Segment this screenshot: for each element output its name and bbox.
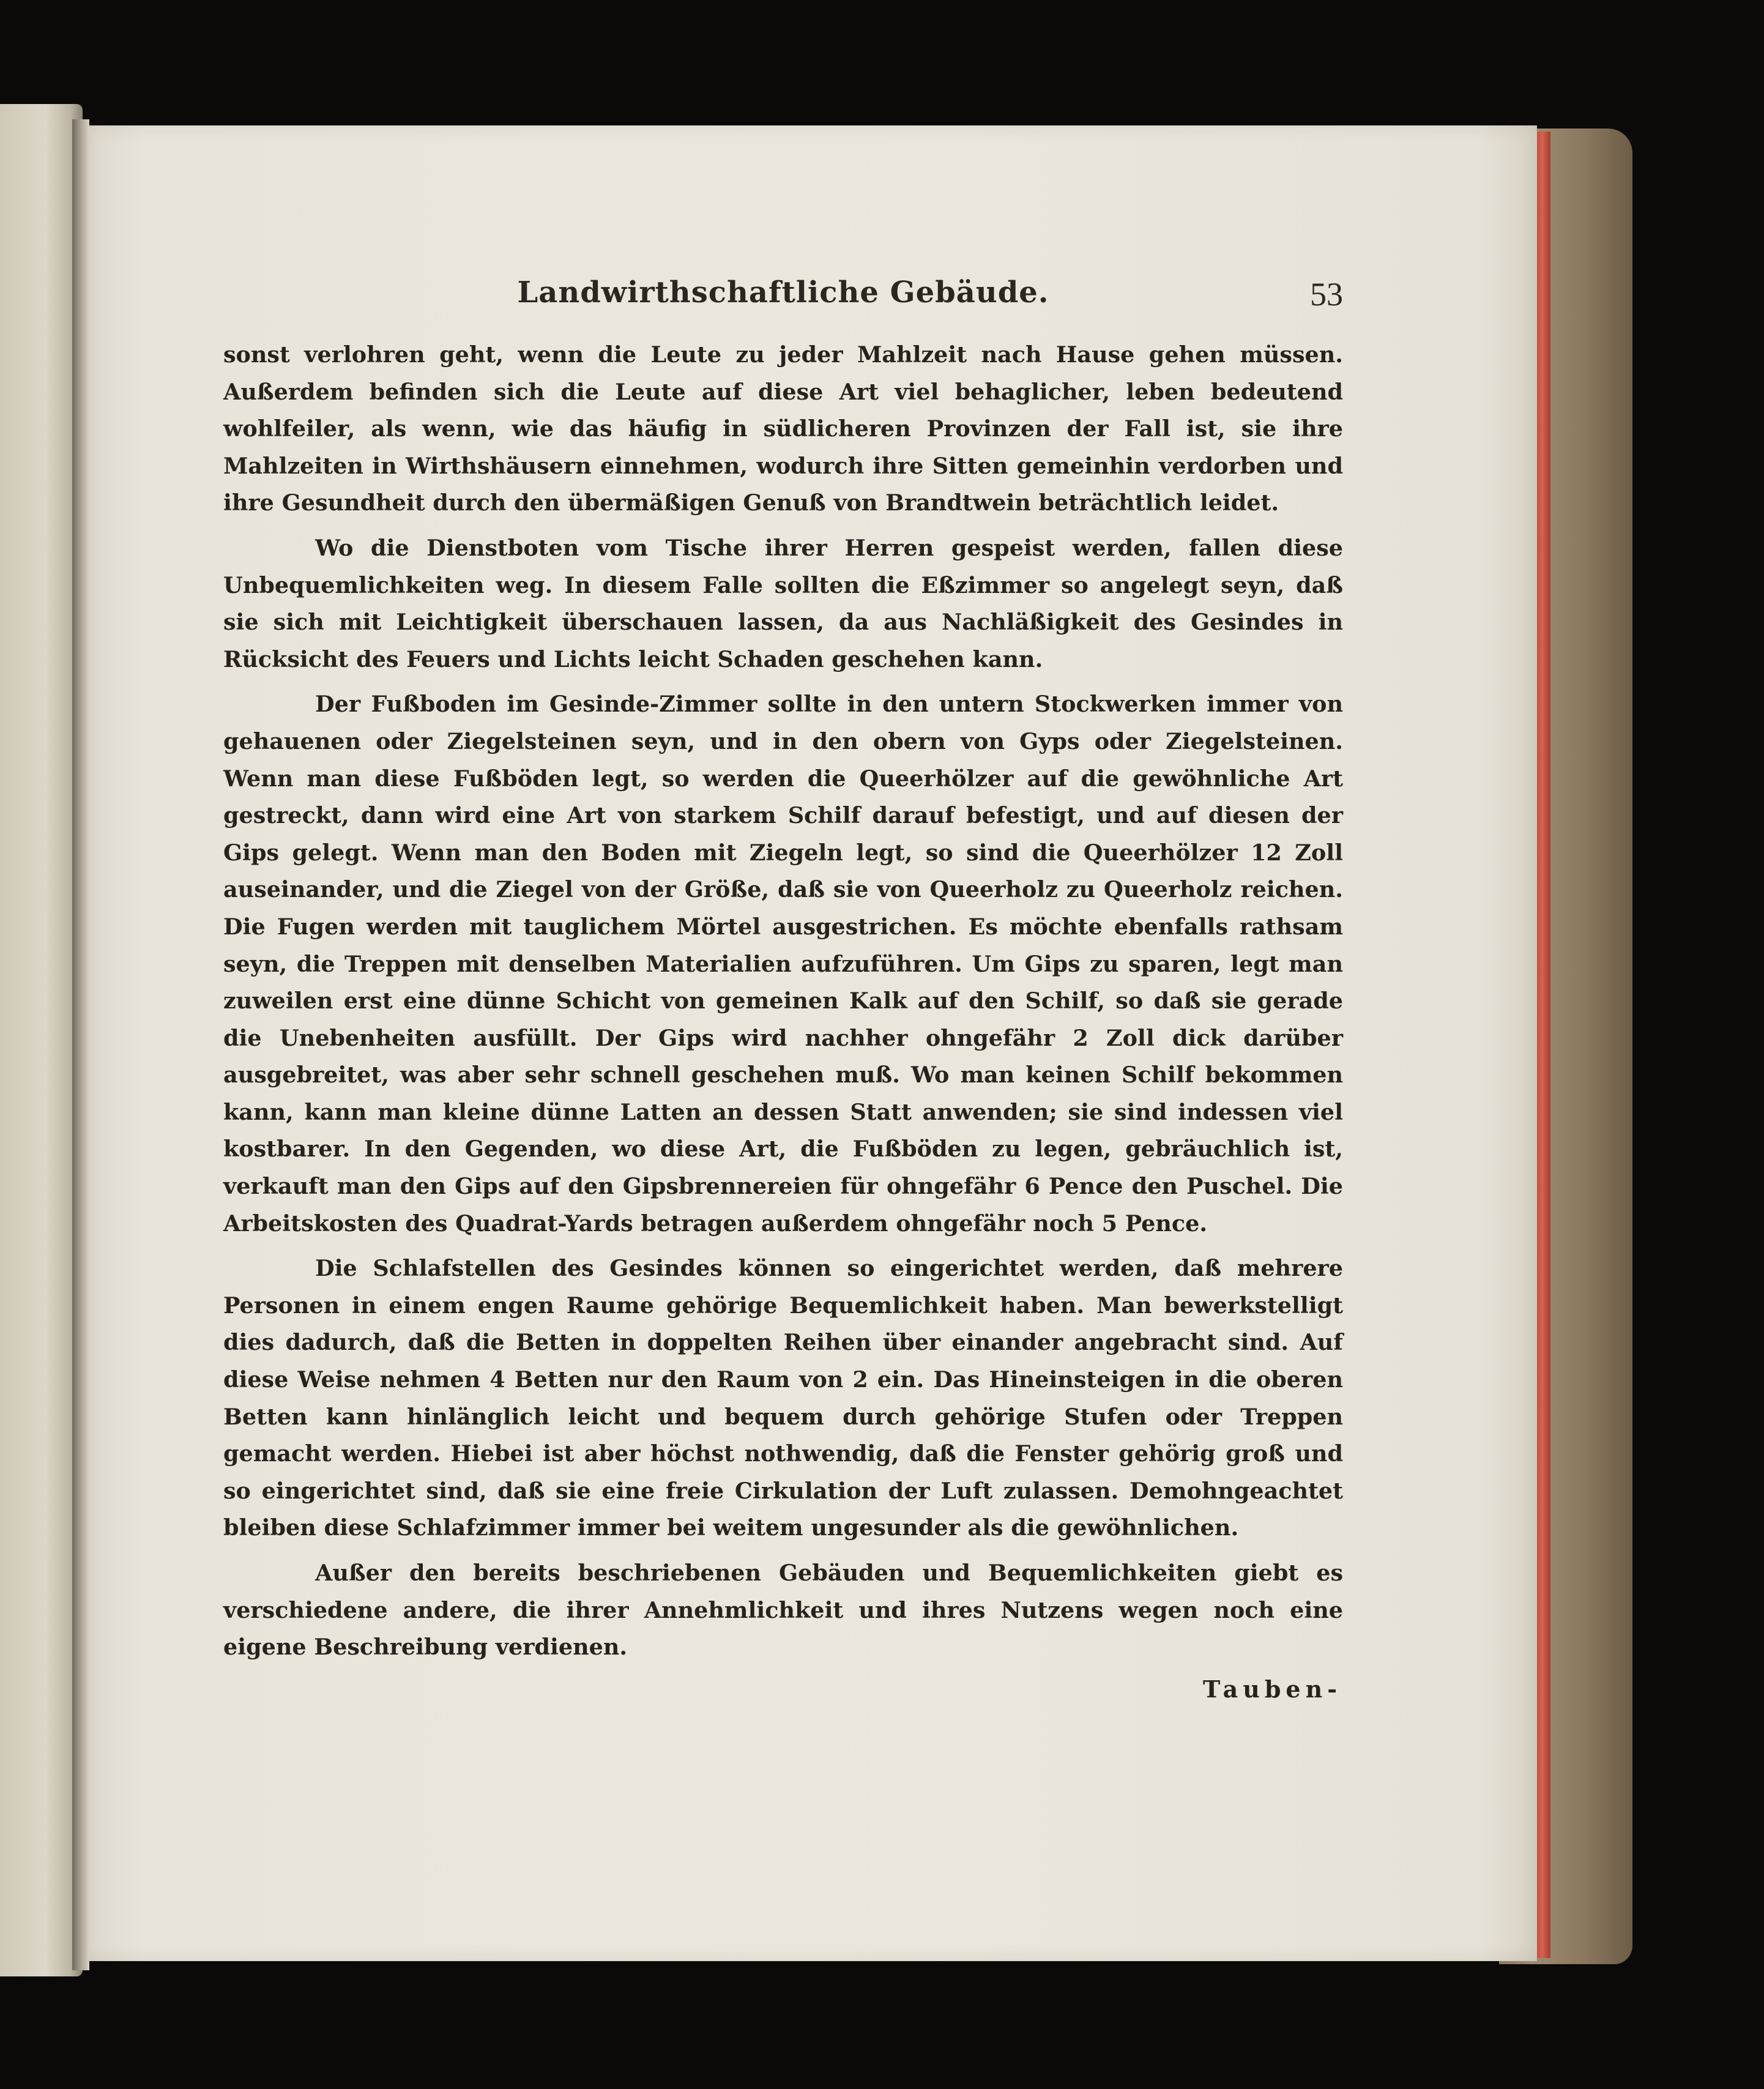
running-title: Landwirthschaftliche Gebäude. [517,275,1049,310]
body-text [223,337,1343,1674]
paragraph: Außer den bereits beschriebenen Gebäuden und Bequemlichkeiten giebt es verschiedene andere, die ihrer Annehmlichkeit und ihres Nutzens wegen noch eine eigene Beschreibung verdienen. [223,1560,1343,1661]
left-page-edge [0,104,83,1976]
paragraph: Der Fußboden im Gesinde-Zimmer sollte in den untern Stockwerken immer von gehauenen oder Ziegelsteinen seyn, und in den obern von Gyps oder Ziegelsteinen. Wenn man diese Fußböden legt, so werden die Queerhölzer auf die gewöhnliche Art gestreckt, dann wird eine Art von starkem Schilf darauf befestigt, und auf diesen der Gips gelegt. Wenn man den Boden mit Ziegeln legt, so sind die Queerhölzer 12 Zoll auseinander, und die Ziegel von der Größe, daß sie von Queerholz zu Queerholz reichen. Die Fugen werden mit tauglichem Mörtel ausgestrichen. Es möchte ebenfalls rathsam seyn, die Treppen mit denselben Materialien aufzuführen. Um Gips zu sparen, legt man zuweilen erst eine dünne Schicht von gemeinen Kalk auf den Schilf, so daß sie gerade die Unebenheiten ausfüllt. Der Gips wird nachher ohngefähr 2 Zoll dick darüber ausgebreitet, was aber sehr schnell geschehen muß. Wo man keinen Schilf bekommen kann, kann man kleine dünne Latten an dessen Statt anwenden; sie sind indessen viel kostbarer. In den Gegenden, wo diese Art, die Fußböden zu legen, gebräuchlich ist, verkauft man den Gips auf den Gipsbrennereien für ohngefähr 6 Pence den Puschel. Die Arbeitskosten des Quadrat-Yards betragen außerdem ohngefähr noch 5 Pence. [223,691,1343,1237]
catchword: Tauben- [1202,1675,1342,1703]
paragraph: Wo die Dienstboten vom Tische ihrer Herren gespeist werden, fallen diese Unbequemlichkeiten weg. In diesem Falle sollten die Eßzimmer so angelegt seyn, daß sie sich mit Leichtigkeit überschauen lassen, da aus Nachläßigkeit des Gesindes in Rücksicht des Feuers und Lichts leicht Schaden geschehen kann. [223,534,1343,672]
paragraph: sonst verlohren geht, wenn die Leute zu jeder Mahlzeit nach Hause gehen müssen. Außerdem befinden sich die Leute auf diese Art viel behaglicher, leben bedeutend wohlfeiler, als wenn, wie das häufig in südlicheren Provinzen der Fall ist, sie ihre Mahlzeiten in Wirthshäusern einnehmen, wodurch ihre Sitten gemeinhin verdorben und ihre Gesundheit durch den übermäßigen Genuß von Brandtwein beträchtlich leidet. [223,341,1343,516]
paragraph: Die Schlafstellen des Gesindes können so eingerichtet werden, daß mehrere Personen in einem engen Raume gehörige Bequemlichkeit haben. Man bewerkstelligt dies dadurch, daß die Betten in doppelten Reihen über einander angebracht sind. Auf diese Weise nehmen 4 Betten nur den Raum von 2 ein. Das Hineinsteigen in die oberen Betten kann hinlänglich leicht und bequem durch gehörige Stufen oder Treppen gemacht werden. Hiebei ist aber höchst nothwendig, daß die Fenster gehörig groß und so eingerichtet sind, daß sie eine freie Cirkulation der Luft zulassen. Demohngeachtet bleiben diese Schlafzimmer immer bei weitem ungesunder als die gewöhnlichen. [223,1255,1343,1541]
page-number: 53 [1310,276,1343,313]
book-gutter [72,119,89,1970]
running-head [223,275,1343,312]
